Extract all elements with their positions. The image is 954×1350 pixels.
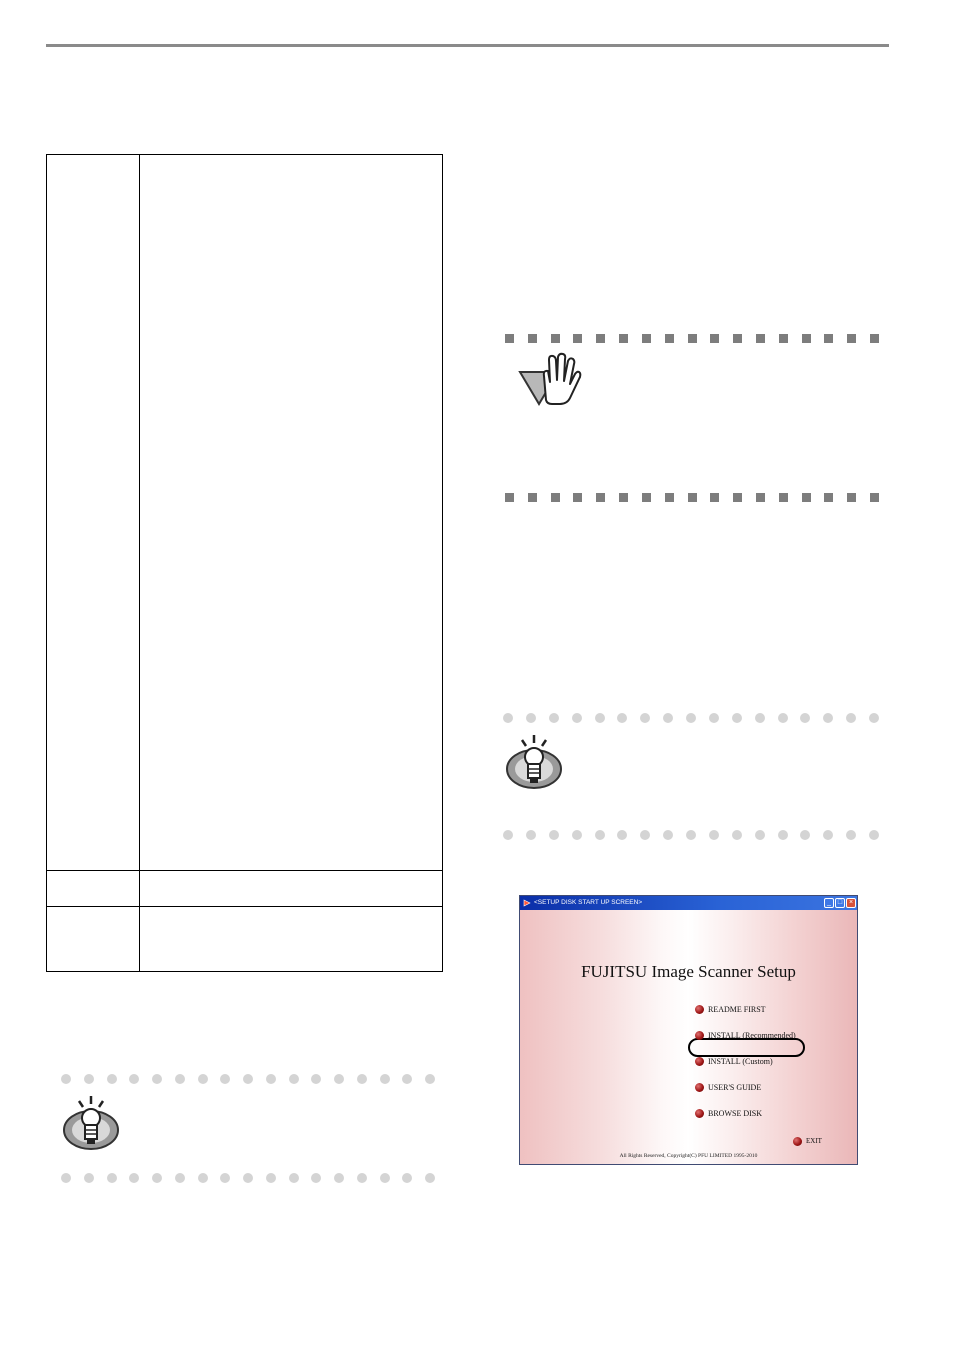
menu-browse-disk[interactable]: [695, 1107, 762, 1119]
setup-heading: FUJITSU Image Scanner Setup: [581, 962, 796, 981]
rule-dot: [619, 493, 628, 502]
rule-dot: [505, 334, 514, 343]
rule-dot: [289, 1074, 299, 1084]
rule-dot: [425, 1074, 435, 1084]
rule-dot: [129, 1074, 139, 1084]
bullet-icon: [793, 1137, 802, 1146]
rule-dot: [847, 493, 856, 502]
rule-dot: [732, 830, 742, 840]
setup-window: [519, 895, 858, 1165]
rule-dot: [380, 1074, 390, 1084]
bullet-icon: [695, 1031, 704, 1040]
rule-dot: [779, 493, 788, 502]
rule-dot: [778, 830, 788, 840]
menu-label: BROWSE DISK: [708, 1108, 763, 1118]
rule-dot: [528, 334, 537, 343]
rule-dot: [710, 493, 719, 502]
rule-dot: [733, 334, 742, 343]
rule-dot: [688, 334, 697, 343]
rule-dot: [152, 1074, 162, 1084]
rule-dot: [266, 1074, 276, 1084]
rule-dot: [334, 1173, 344, 1183]
hint-top-rule: [61, 1074, 435, 1084]
setup-menu-panel: [520, 910, 857, 1165]
bullet-icon: [695, 1083, 704, 1092]
rule-dot: [528, 493, 537, 502]
rule-dot: [311, 1173, 321, 1183]
rule-dot: [870, 493, 879, 502]
rule-dot: [709, 830, 719, 840]
rule-dot: [402, 1074, 412, 1084]
menu-users-guide[interactable]: [695, 1081, 761, 1093]
rule-dot: [549, 830, 559, 840]
minimize-button[interactable]: _: [824, 898, 834, 908]
rule-dot: [107, 1074, 117, 1084]
rule-dot: [152, 1173, 162, 1183]
rule-dot: [665, 334, 674, 343]
lightbulb-hint-icon: [504, 733, 564, 791]
rule-dot: [640, 713, 650, 723]
rule-dot: [846, 713, 856, 723]
rule-dot: [129, 1173, 139, 1183]
rule-dot: [573, 334, 582, 343]
rule-dot: [755, 713, 765, 723]
close-button[interactable]: ×: [846, 898, 856, 908]
header-rule: [46, 44, 889, 47]
hint-top-rule: [503, 713, 879, 723]
rule-dot: [617, 830, 627, 840]
rule-dot: [243, 1173, 253, 1183]
rule-dot: [505, 493, 514, 502]
app-icon: [523, 899, 531, 907]
maximize-button[interactable]: □: [835, 898, 845, 908]
rule-dot: [289, 1173, 299, 1183]
rule-dot: [61, 1173, 71, 1183]
rule-dot: [334, 1074, 344, 1084]
rule-dot: [802, 334, 811, 343]
rule-dot: [84, 1173, 94, 1183]
rule-dot: [402, 1173, 412, 1183]
rule-dot: [663, 830, 673, 840]
rule-dot: [824, 493, 833, 502]
rule-dot: [847, 334, 856, 343]
rule-dot: [572, 830, 582, 840]
rule-dot: [551, 334, 560, 343]
rule-dot: [596, 334, 605, 343]
rule-dot: [595, 830, 605, 840]
rule-dot: [503, 713, 513, 723]
rule-dot: [665, 493, 674, 502]
rule-dot: [846, 830, 856, 840]
rule-dot: [802, 493, 811, 502]
rule-dot: [243, 1074, 253, 1084]
rule-dot: [686, 830, 696, 840]
rule-dot: [84, 1074, 94, 1084]
window-title: <SETUP DISK START UP SCREEN>: [534, 899, 643, 906]
rule-dot: [663, 713, 673, 723]
exit-button[interactable]: [793, 1135, 822, 1147]
rule-dot: [107, 1173, 117, 1183]
rule-dot: [870, 334, 879, 343]
menu-readme-first[interactable]: [695, 1003, 766, 1015]
rule-dot: [686, 713, 696, 723]
rule-dot: [572, 713, 582, 723]
rule-dot: [756, 334, 765, 343]
bullet-icon: [695, 1109, 704, 1118]
rule-dot: [61, 1074, 71, 1084]
rule-dot: [733, 493, 742, 502]
table-column-divider: [139, 155, 140, 971]
rule-dot: [425, 1173, 435, 1183]
rule-dot: [220, 1173, 230, 1183]
rule-dot: [869, 713, 879, 723]
rule-dot: [710, 334, 719, 343]
rule-dot: [778, 713, 788, 723]
rule-dot: [526, 830, 536, 840]
exit-label: EXIT: [806, 1137, 822, 1145]
bullet-icon: [695, 1005, 704, 1014]
rule-dot: [800, 713, 810, 723]
rule-dot: [198, 1074, 208, 1084]
menu-label: README FIRST: [708, 1004, 766, 1014]
bullet-icon: [695, 1057, 704, 1066]
rule-dot: [640, 830, 650, 840]
rule-dot: [220, 1074, 230, 1084]
menu-install-recommended[interactable]: [695, 1029, 796, 1041]
rule-dot: [549, 713, 559, 723]
rule-dot: [198, 1173, 208, 1183]
menu-label: INSTALL (Recommended): [708, 1030, 796, 1040]
rule-dot: [824, 334, 833, 343]
rule-dot: [642, 493, 651, 502]
rule-dot: [756, 493, 765, 502]
rule-dot: [732, 713, 742, 723]
hand-attention-icon: [518, 352, 582, 406]
rule-dot: [357, 1173, 367, 1183]
table-row-divider: [47, 906, 442, 907]
rule-dot: [357, 1074, 367, 1084]
rule-dot: [823, 830, 833, 840]
rule-dot: [642, 334, 651, 343]
rule-dot: [779, 334, 788, 343]
rule-dot: [755, 830, 765, 840]
rule-dot: [175, 1074, 185, 1084]
table-row-divider: [47, 870, 442, 871]
rule-dot: [688, 493, 697, 502]
rule-dot: [551, 493, 560, 502]
hint-bottom-rule: [503, 830, 879, 840]
copyright-text: All Rights Reserved, Copyright(C) PFU LIMITED 1995-2010: [619, 1153, 758, 1159]
spec-table: [46, 154, 443, 972]
rule-dot: [573, 493, 582, 502]
rule-dot: [595, 713, 605, 723]
rule-dot: [175, 1173, 185, 1183]
rule-dot: [709, 713, 719, 723]
menu-label: USER'S GUIDE: [708, 1082, 762, 1092]
rule-dot: [526, 713, 536, 723]
rule-dot: [503, 830, 513, 840]
rule-dot: [869, 830, 879, 840]
rule-dot: [266, 1173, 276, 1183]
attention-bottom-rule: [505, 493, 879, 502]
rule-dot: [617, 713, 627, 723]
window-titlebar[interactable]: [520, 896, 857, 910]
menu-label: INSTALL (Custom): [708, 1056, 773, 1066]
rule-dot: [823, 713, 833, 723]
hint-bottom-rule: [61, 1173, 435, 1183]
rule-dot: [800, 830, 810, 840]
rule-dot: [311, 1074, 321, 1084]
rule-dot: [596, 493, 605, 502]
menu-install-custom[interactable]: [695, 1055, 773, 1067]
rule-dot: [619, 334, 628, 343]
attention-top-rule: [505, 334, 879, 343]
lightbulb-hint-icon: [61, 1094, 121, 1152]
rule-dot: [380, 1173, 390, 1183]
